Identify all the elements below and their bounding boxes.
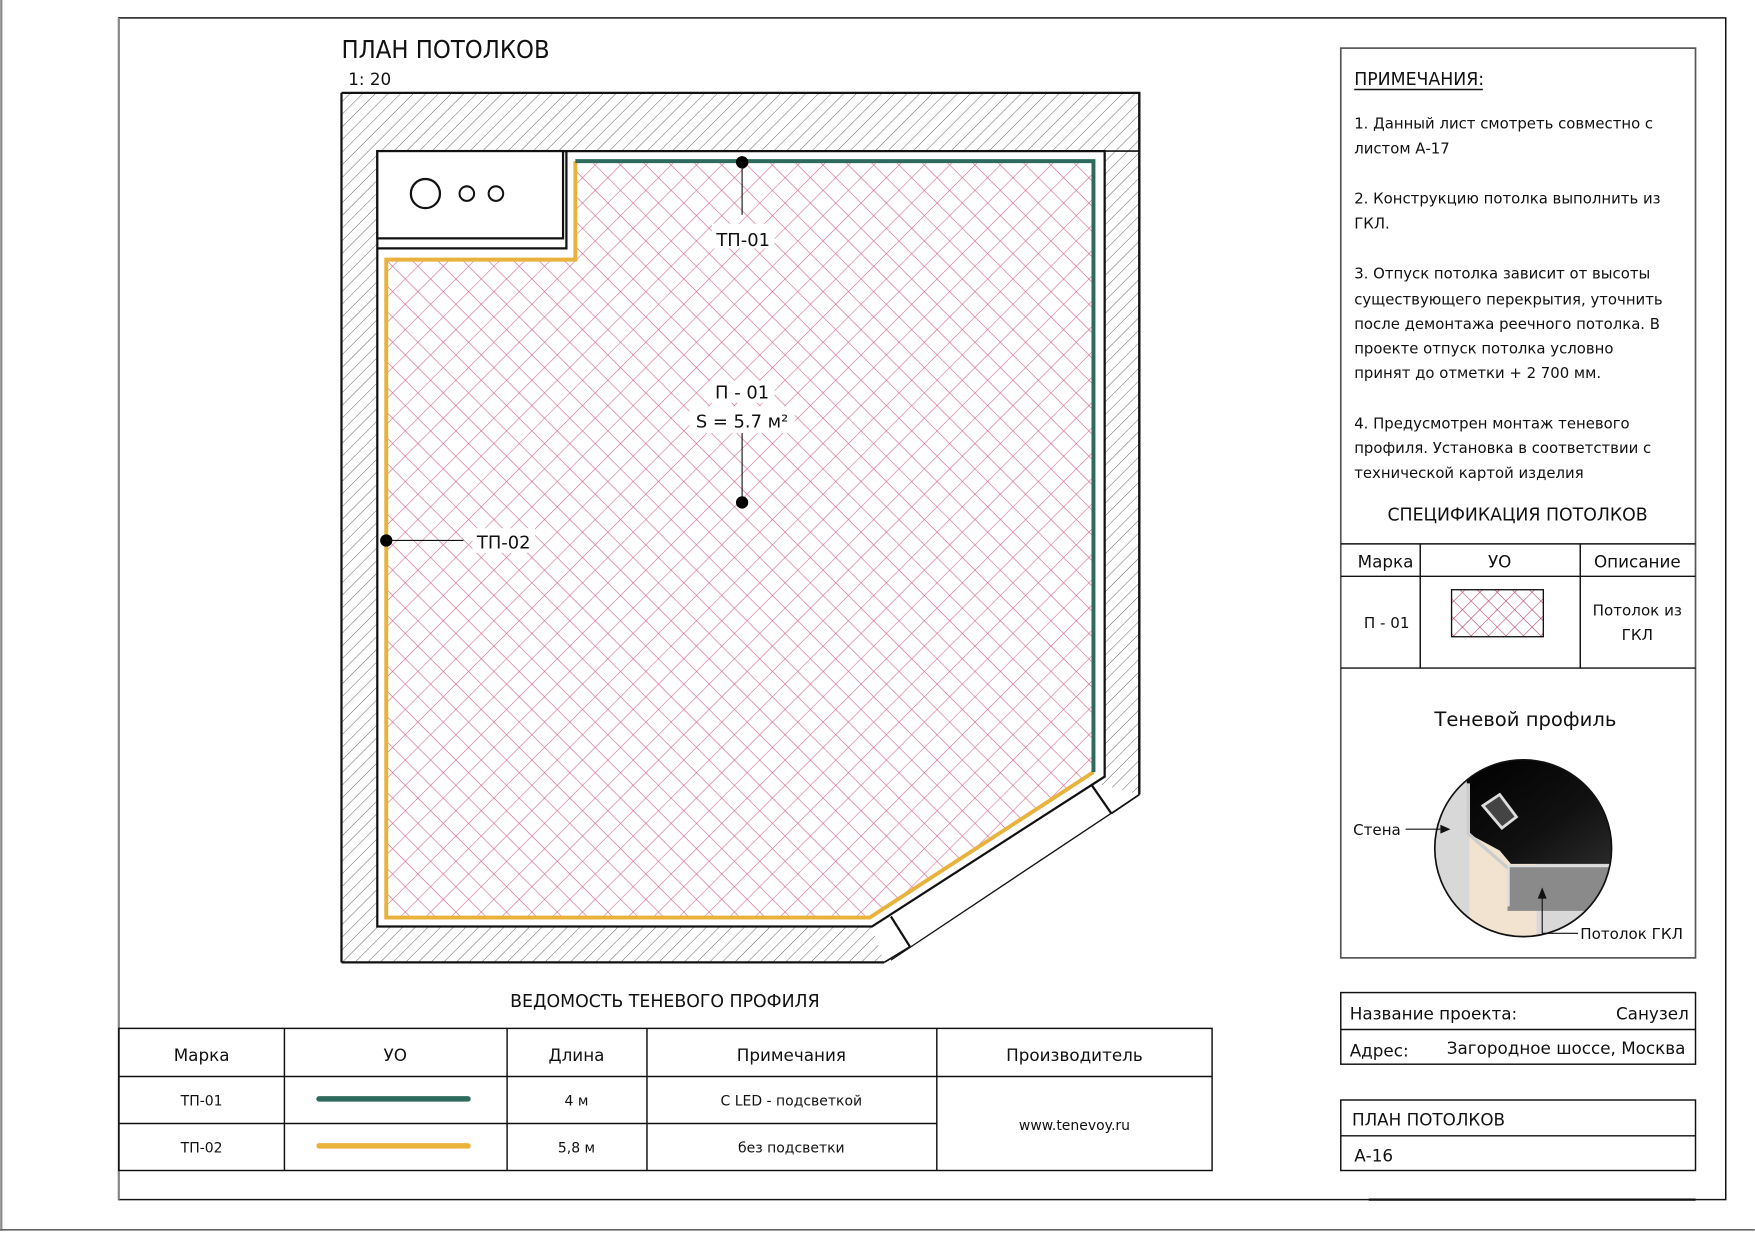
sheet-title-block	[1341, 1100, 1696, 1200]
note-3-line-4: проекте отпуск потолка условно	[1354, 339, 1614, 358]
note-2-line-2: ГКЛ.	[1354, 214, 1390, 233]
schedule-row-1-length: 4 м	[564, 1093, 589, 1110]
ceiling-plan	[341, 93, 1139, 962]
spec-header-mark: Марка	[1357, 551, 1414, 572]
ceiling-spec-title: СПЕЦИФИКАЦИЯ ПОТОЛКОВ	[1387, 505, 1648, 526]
spec-header-symbol: УО	[1487, 551, 1512, 572]
spec-row-description-2: ГКЛ	[1621, 626, 1653, 645]
hatch-swatch	[1452, 590, 1544, 637]
note-3-line-5: принят до отметки + 2 700 мм.	[1354, 364, 1602, 383]
plan-title: ПЛАН ПОТОЛКОВ	[341, 35, 550, 65]
schedule-header-notes: Примечания	[736, 1044, 846, 1065]
schedule-header-mark: Марка	[173, 1044, 230, 1065]
note-1-line-2: листом А-17	[1354, 139, 1450, 158]
project-address-value: Загородное шоссе, Москва	[1446, 1038, 1686, 1059]
spec-header-description: Описание	[1593, 551, 1681, 572]
shadow-profile-detail	[1353, 708, 1683, 943]
schedule-row-2-mark: ТП-02	[180, 1140, 223, 1157]
schedule-header-symbol: УО	[383, 1044, 407, 1065]
label-tp02: ТП-02	[476, 532, 531, 554]
note-3-line-3: после демонтажа реечного потолка. В	[1354, 314, 1660, 333]
ceiling-spec-table	[1341, 505, 1696, 668]
note-1-line-1: 1. Данный лист смотреть совместно с	[1354, 114, 1654, 133]
notes-heading: ПРИМЕЧАНИЯ:	[1354, 70, 1485, 91]
note-4-line-3: технической картой изделия	[1354, 463, 1584, 482]
note-2-line-1: 2. Конструкцию потолка выполнить из	[1354, 189, 1661, 208]
sheet-number: А-16	[1354, 1145, 1394, 1166]
schedule-manufacturer: www.tenevoy.ru	[1018, 1118, 1130, 1135]
schedule-row-2-length: 5,8 м	[557, 1140, 596, 1157]
note-4-line-2: профиля. Установка в соответствии с	[1354, 439, 1652, 458]
label-ceiling-area: S = 5.7 м²	[695, 411, 789, 433]
schedule-row-2-note: без подсветки	[738, 1140, 845, 1157]
schedule-header-length: Длина	[548, 1044, 605, 1065]
project-name-label: Название проекта:	[1349, 1003, 1518, 1024]
note-4-line-1: 4. Предусмотрен монтаж теневого	[1354, 414, 1630, 433]
callout-ceiling: Потолок ГКЛ	[1580, 924, 1683, 943]
sheet-title: ПЛАН ПОТОЛКОВ	[1351, 1109, 1506, 1130]
profile-schedule-table	[119, 992, 1212, 1170]
spec-row-description-1: Потолок из	[1592, 601, 1682, 620]
schedule-header-manufacturer: Производитель	[1006, 1044, 1143, 1065]
plan-scale: 1: 20	[348, 69, 392, 90]
plumbing-box	[377, 151, 563, 238]
label-ceiling-mark: П - 01	[715, 382, 770, 404]
callout-wall: Стена	[1353, 820, 1401, 839]
schedule-title: ВЕДОМОСТЬ ТЕНЕВОГО ПРОФИЛЯ	[510, 992, 820, 1013]
project-info-block	[1341, 993, 1696, 1065]
project-address-label: Адрес:	[1349, 1040, 1409, 1061]
label-tp01: ТП-01	[716, 230, 770, 252]
schedule-row-1-note: С LED - подсветкой	[720, 1093, 863, 1110]
note-3-line-2: существующего перекрытия, уточнить	[1354, 290, 1663, 309]
project-name-value: Санузел	[1615, 1003, 1689, 1024]
note-3-line-1: 3. Отпуск потолка зависит от высоты	[1354, 264, 1651, 283]
schedule-row-1-mark: ТП-01	[180, 1093, 223, 1110]
spec-row-mark: П - 01	[1363, 613, 1410, 632]
shadow-profile-title: Теневой профиль	[1434, 708, 1617, 732]
